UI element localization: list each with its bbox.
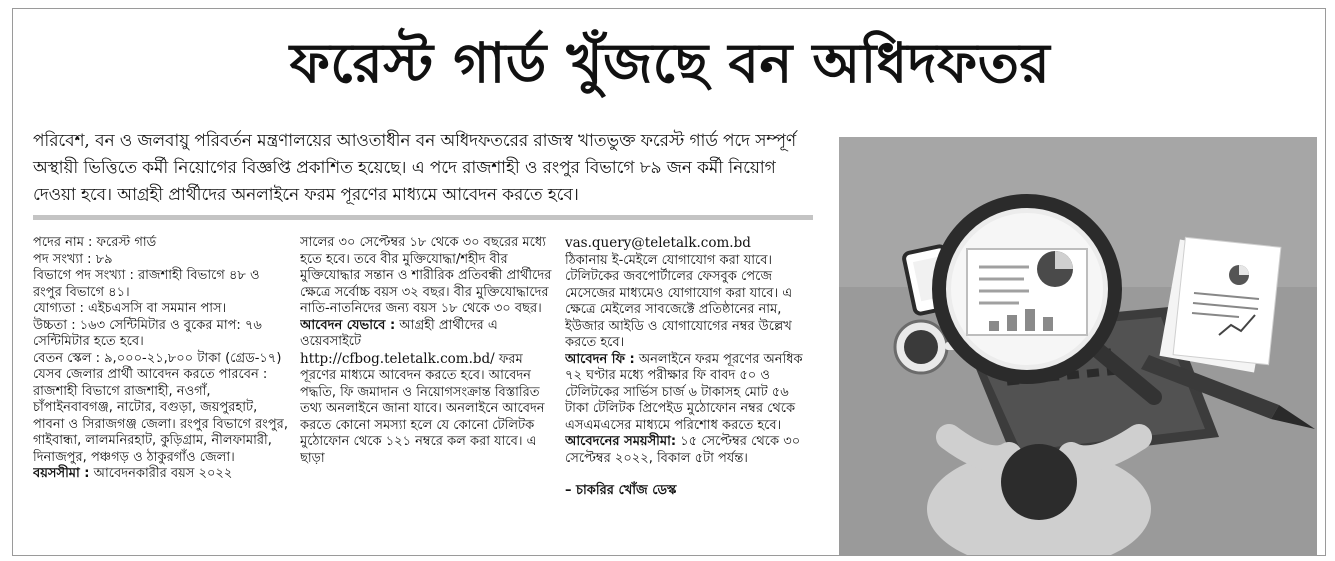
height-requirement: উচ্চতা : ১৬৩ সেন্টিমিটার ও বুকের মাপ: ৭৬ সেন্টিমিটার হতে হবে।: [33, 317, 262, 349]
division-post-count: বিভাগে পদ সংখ্যা : রাজশাহী বিভাগে ৪৮ ও রংপুর বিভাগে ৪১।: [33, 268, 260, 300]
application-deadline: [565, 434, 815, 467]
salary-scale: বেতন স্কেল : ৯,০০০-২১,৮০০ টাকা (গ্রেড-১৭): [33, 350, 282, 366]
news-clipping: [12, 8, 1326, 556]
eligible-districts: যেসব জেলার প্রার্থী আবেদন করতে পারবেন : রাজশাহী বিভাগে রাজশাহী, নওগাঁ, চাঁপাইনবাবগঞ্জ, নাটোর, বগুড়া, জয়পুরহাট, পাবনা ও সিরাজগঞ্জ জেলা। রংপুর বিভাগে রংপুর, গাইবান্ধা, লালমনিরহাট, কুড়িগ্রাম, নীলফামারী, দিনাজপুর, পঞ্চগড় ও ঠাকুরগাঁও জেলা।: [33, 367, 288, 465]
article-headline: ফরেস্ট গার্ড খুঁজছে বন অধিদফতর: [289, 30, 1051, 95]
job-search-illustration: [839, 137, 1317, 555]
documents-icon: [1159, 237, 1280, 372]
application-method-label: আবেদন যেভাবে :: [300, 317, 396, 333]
person-icon: [927, 437, 1151, 555]
age-limit-continued: সালের ৩০ সেপ্টেম্বর ১৮ থেকে ৩০ বছরের মধ্যে হতে হবে। তবে বীর মুক্তিযোদ্ধা/শহীদ বীর মুক্তিযোদ্ধার সন্তান ও শারীরিক প্রতিবন্ধী প্রার্থীদের ক্ষেত্রে সর্বোচ্চ বয়স ৩২ বছর। বীর মুক্তিযোদ্ধাদের নাতি-নাতনিদের জন্য বয়স ১৮ থেকে ৩০ বছর।: [300, 235, 552, 316]
application-website-link[interactable]: http://cfbog.teletalk.com.bd/: [300, 350, 495, 367]
age-limit: [33, 466, 291, 483]
contact-email-link[interactable]: vas.query@teletalk.com.bd: [565, 235, 751, 251]
author-signature: – চাকরির খোঁজ ডেস্ক: [565, 483, 677, 498]
article-column-2: [300, 235, 558, 467]
age-limit-text: আবেদনকারীর বয়স ২০২২: [89, 466, 233, 481]
application-method: [300, 318, 558, 468]
application-fee: [565, 352, 815, 435]
application-deadline-label: আবেদনের সময়সীমা:: [565, 434, 677, 449]
application-fee-text: অনলাইনে ফরম পূরণের অনধিক ৭২ ঘণ্টার মধ্যে পরীক্ষার ফি বাবদ ৫০ ও টেলিটকের সার্ভিস চার্জ ৬ টাকাসহ মোট ৫৬ টাকা টেলিটক প্রিপেইড মুঠোফোন নম্বর থেকে এসএমএসের মাধ্যমে পরিশোধ করতে হবে।: [565, 351, 803, 433]
qualification: যোগ্যতা : এইচএসসি বা সমমান পাস।: [33, 301, 227, 316]
application-method-text: আগ্রহী প্রার্থীদের এ ওয়েবসাইটে: [300, 317, 498, 349]
contact-info: [565, 235, 815, 352]
post-count: পদ সংখ্যা : ৮৯: [33, 251, 113, 267]
post-name: পদের নাম : ফরেস্ট গার্ড: [33, 235, 157, 250]
application-deadline-text: ১৫ সেপ্টেম্বর থেকে ৩০ সেপ্টেম্বর ২০২২, বিকাল ৫টা পর্যন্ত।: [565, 434, 801, 466]
section-divider: [33, 215, 813, 220]
contact-text: ঠিকানায় ই-মেইলে যোগাযোগ করা যাবে। টেলিটকের জবপোর্টালের ফেসবুক পেজে মেসেজের মাধ্যমেও যোগাযোগ করা যাবে। এ ক্ষেত্রে মেইলের সাবজেক্টে প্রতিষ্ঠানের নাম, ইউজার আইডি ও যোগাযোগের নম্বর উল্লেখ করতে হবে।: [565, 252, 793, 350]
article-column-1: [33, 235, 291, 483]
application-fee-label: আবেদন ফি :: [565, 351, 635, 367]
application-method-text-2: ফরম পূরণের মাধ্যমে আবেদন করতে হবে। আবেদন পদ্ধতি, ফি জমাদান ও নিয়োগসংক্রান্ত বিস্তারিত তথ্য অনলাইনে জানা যাবে। অনলাইনে আবেদন করতে কোনো সমস্যা হলে যে কোনো টেলিটক মুঠোফোন থেকে ১২১ নম্বরে কল করা যাবে। এ ছাড়া: [300, 351, 545, 466]
article-intro: পরিবেশ, বন ও জলবায়ু পরিবর্তন মন্ত্রণালয়ের আওতাধীন বন অধিদফতরের রাজস্ব খাতভুক্ত ফরেস্ট গার্ড পদে সম্পূর্ণ অস্থায়ী ভিত্তিতে কর্মী নিয়োগের বিজ্ঞপ্তি প্রকাশিত হয়েছে। এ পদে রাজশাহী ও রংপুর বিভাগে ৮৯ জন কর্মী নিয়োগ দেওয়া হবে। আগ্রহী প্রার্থীদের অনলাইনে ফরম পূরণের মাধ্যমে আবেদন করতে হবে।: [33, 130, 796, 204]
article-column-3: [565, 235, 815, 500]
age-limit-label: বয়সসীমা :: [33, 466, 90, 481]
